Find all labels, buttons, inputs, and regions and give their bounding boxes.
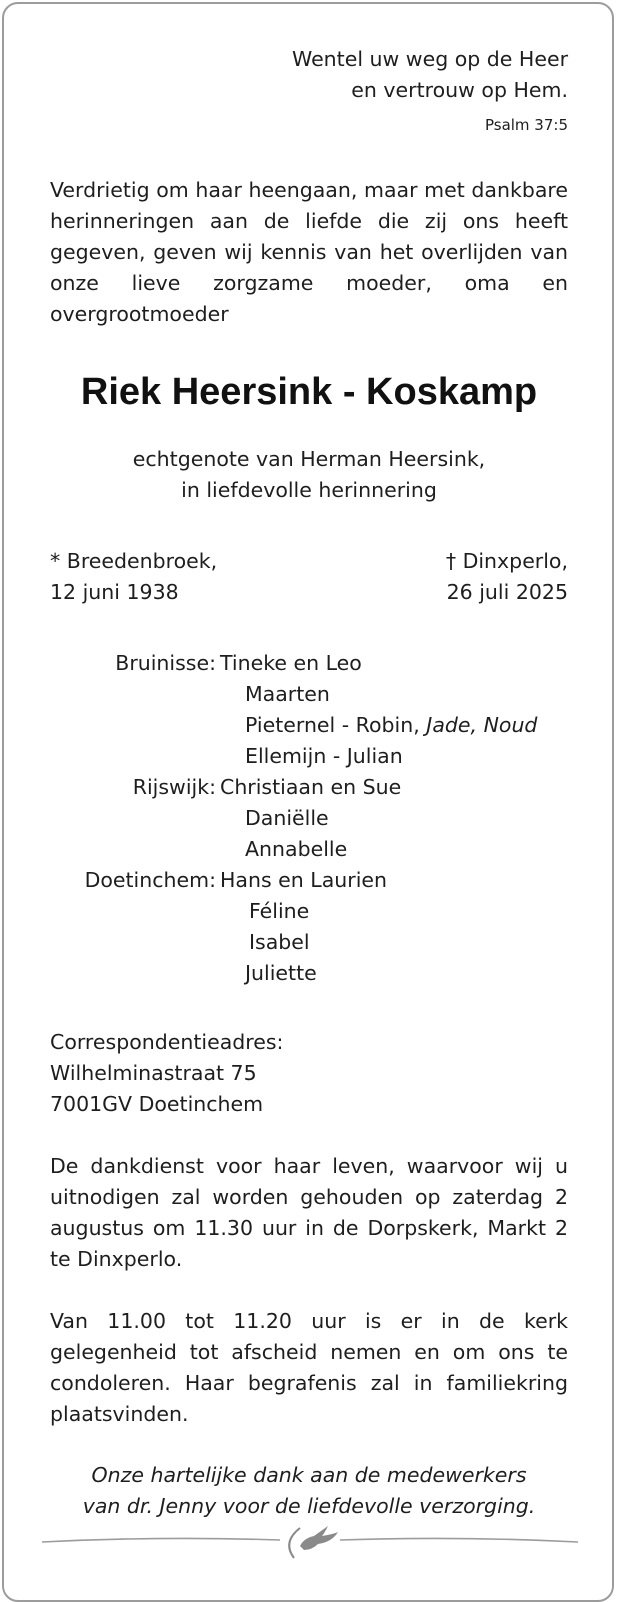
address-label: Correspondentieadres: [50,1030,284,1054]
grandchild-name: Isabel [249,930,310,954]
viewing-text: Van 11.00 tot 11.20 uur is er in de kerk gelegenheid tot afscheid nemen en om ons te condoleren. Haar begrafenis zal in familiekring plaatsvinden. [50,1309,568,1426]
thanks-line-2: van dr. Jenny voor de liefdevolle verzorging. [82,1494,536,1518]
thanks-line-1: Onze hartelijke dank aan de medewerkers [91,1463,527,1487]
psalm-reference: Psalm 37:5 [484,116,568,134]
family-name: Tineke en Leo [220,651,362,675]
family-place: Bruinisse: [115,651,216,675]
family-row [50,648,568,679]
family-place: Rijswijk: [132,775,216,799]
service-text: De dankdienst voor haar leven, waarvoor wij u uitnodigen zal worden gehouden op zaterdag 2 augustus om 11.30 uur in de Dorpskerk, Markt 2 te Dinxperlo. [50,1154,568,1271]
birth-place: * Breedenbroek, [50,549,218,573]
correspondence-address [50,1027,568,1120]
death-place: † Dinxperlo, [445,549,568,573]
family-name: Christiaan en Sue [220,775,402,799]
grandchild-name: Juliette [245,961,317,985]
address-street: Wilhelminastraat 75 [50,1061,257,1085]
spouse-line [50,444,568,506]
ornament-line-left [42,1538,280,1542]
grandchild-name [220,710,537,741]
motto-line-2: en vertrouw op Hem. [351,78,568,102]
death-date: 26 juli 2025 [446,580,568,604]
address-city: 7001GV Doetinchem [50,1092,264,1116]
dove-circle [289,1528,300,1558]
grandchild-name: Féline [249,899,310,923]
family-list [50,648,568,989]
spouse-line-2: in liefdevolle herinnering [181,478,437,502]
great-grandchildren: Jade, Noud [426,713,538,737]
family-place: Doetinchem: [84,868,216,892]
dove-icon [300,1526,338,1550]
intro-text: Verdrietig om haar heengaan, maar met dankbare herinneringen aan de liefde die zij ons heeft gegeven, geven wij kennis van het overlijden van onze lieve zorgzame moeder, oma en overgrootmoeder [50,178,568,326]
bottom-ornament [42,1520,578,1560]
deceased-name: Riek Heersink - Koskamp [80,371,538,413]
grandchild-couple: Pieternel - Robin, [245,713,420,737]
life-dates [50,546,568,608]
death-info [446,546,568,608]
notice-content [50,44,568,1522]
birth-info [50,546,217,608]
grandchild-name: Daniëlle [245,806,329,830]
motto-line-1: Wentel uw weg op de Heer [292,47,568,71]
family-row [50,865,568,896]
grandchild-name: Annabelle [245,837,348,861]
grandchild-name: Maarten [245,682,330,706]
spouse-line-1: echtgenote van Herman Heersink, [132,447,486,471]
family-name: Hans en Laurien [220,868,387,892]
birth-date: 12 juni 1938 [50,580,179,604]
family-row [50,772,568,803]
grandchild-name: Ellemijn - Julian [245,744,403,768]
thanks-text [50,1460,568,1522]
ornament-line-right [340,1538,578,1542]
